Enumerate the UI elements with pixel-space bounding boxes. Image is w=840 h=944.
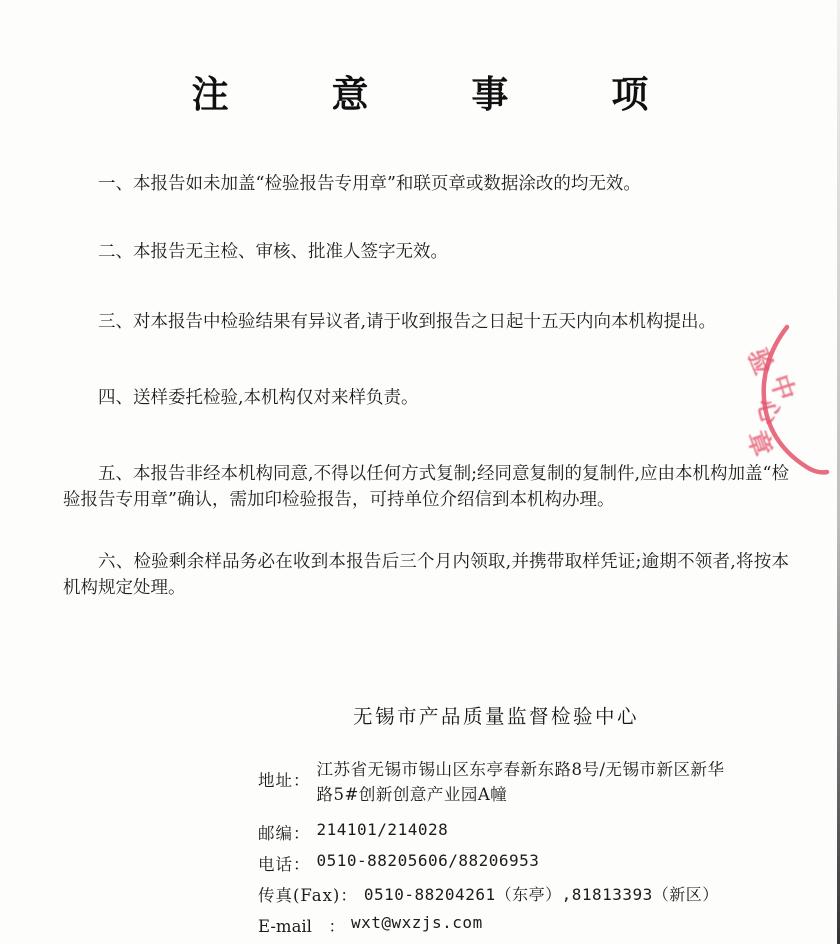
stamp-char: 心 bbox=[751, 395, 786, 428]
stamp-char: 章 bbox=[741, 426, 778, 461]
notice-item-2: 二、本报告无主检、审核、批准人签字无效。 bbox=[98, 242, 448, 262]
notice-item-3: 三、对本报告中检验结果有异议者,请于收到报告之日起十五天内向本机构提出。 bbox=[98, 312, 717, 332]
phone-label: 电话： bbox=[258, 855, 311, 874]
stamp-char: 验 bbox=[742, 344, 779, 379]
contact-row-address bbox=[258, 757, 737, 807]
zip-label: 邮编： bbox=[258, 824, 311, 843]
page-title: 注 意 事 项 bbox=[191, 72, 694, 116]
address-value: 江苏省无锡市锡山区东亭春新东路8号/无锡市新区新华路5#创新创意产业园A幢 bbox=[316, 760, 725, 804]
contact-block bbox=[258, 757, 737, 944]
address-label: 地址： bbox=[258, 771, 311, 790]
contact-row-fax bbox=[258, 882, 737, 906]
notice-item-1: 一、本报告如未加盖“检验报告专用章”和联页章或数据涂改的均无效。 bbox=[98, 174, 641, 194]
contact-row-zip bbox=[258, 820, 737, 844]
contact-row-phone bbox=[258, 851, 737, 875]
fax-value: 0510-88204261（东亭）,81813393（新区） bbox=[363, 885, 719, 904]
email-value: wxt@wxzjs.com bbox=[350, 913, 483, 932]
fax-label: 传真(Fax)： bbox=[258, 886, 358, 905]
organization-name: 无锡市产品质量监督检验中心 bbox=[353, 705, 640, 728]
email-label: E-mail ： bbox=[258, 917, 345, 936]
notice-item-6: 六、检验剩余样品务必在收到本报告后三个月内领取,并携带取样凭证;逾期不领者,将按本机构规定处理。 bbox=[63, 552, 789, 598]
notice-item-4: 四、送样委托检验,本机构仅对来样负责。 bbox=[98, 388, 419, 408]
phone-value: 0510-88205606/88206953 bbox=[316, 851, 540, 870]
notice-item-5: 五、本报告非经本机构同意,不得以任何方式复制;经同意复制的复制件,应由本机构加盖“检验报告专用章”确认，需加印检验报告，可持单位介绍信到本机构办理。 bbox=[63, 464, 789, 510]
stamp-char: 中 bbox=[764, 371, 801, 404]
zip-value: 214101/214028 bbox=[316, 820, 449, 839]
contact-row-email bbox=[258, 913, 737, 937]
